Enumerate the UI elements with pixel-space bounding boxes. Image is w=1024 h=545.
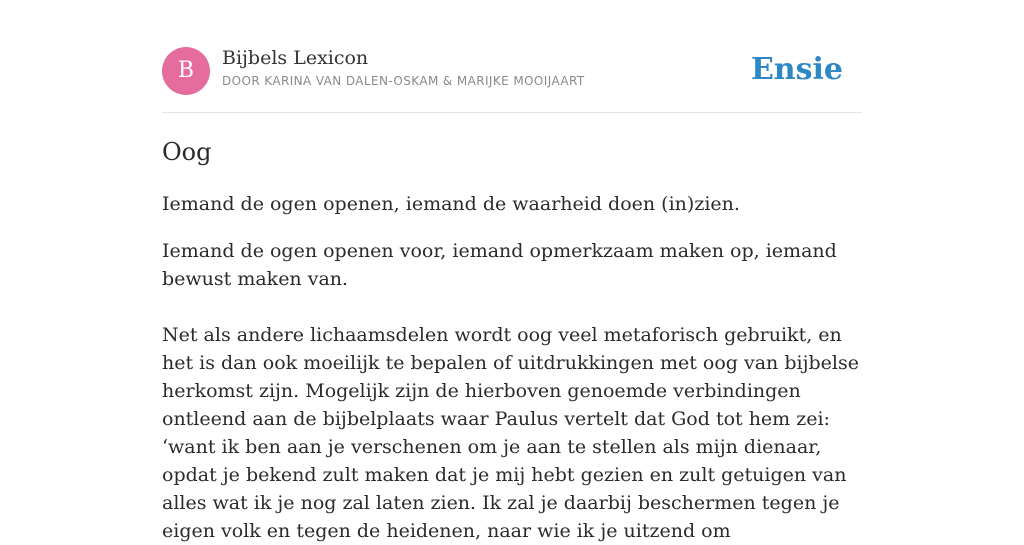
entry-content	[162, 136, 862, 545]
entry-paragraph-2: Iemand de ogen openen voor, iemand opmerkzaam maken op, iemand bewust maken van.	[162, 240, 837, 290]
book-title[interactable]: Bijbels Lexicon	[222, 47, 369, 69]
book-authors: DOOR KARINA VAN DALEN-OSKAM & MARIJKE MOOIJAART	[222, 74, 585, 88]
entry-paragraph-3: Net als andere lichaamsdelen wordt oog veel metaforisch gebruikt, en het is dan ook moeilijk te bepalen of uitdrukkingen met oog van bijbelse herkomst zijn. Mogelijk zijn de hierboven genoemde verbindingen ontleend aan de bijbelplaats waar Paulus vertelt dat God tot hem zei: ‘want ik ben aan je verschenen om je aan te stellen als mijn dienaar, opdat je bekend zult maken dat je mij hebt gezien en zult getuigen van alles wat ik je nog zal laten zien. Ik zal je daarbij beschermen tegen je eigen volk en tegen de heidenen, naar wie ik je uitzend om	[162, 324, 859, 542]
entry-paragraph-1: Iemand de ogen openen, iemand de waarheid doen (in)zien.	[162, 193, 740, 215]
ensie-logo[interactable]: Ensie	[750, 52, 843, 87]
book-header	[162, 46, 862, 113]
entry-title: Oog	[162, 138, 212, 166]
book-avatar[interactable]: B	[162, 47, 210, 95]
